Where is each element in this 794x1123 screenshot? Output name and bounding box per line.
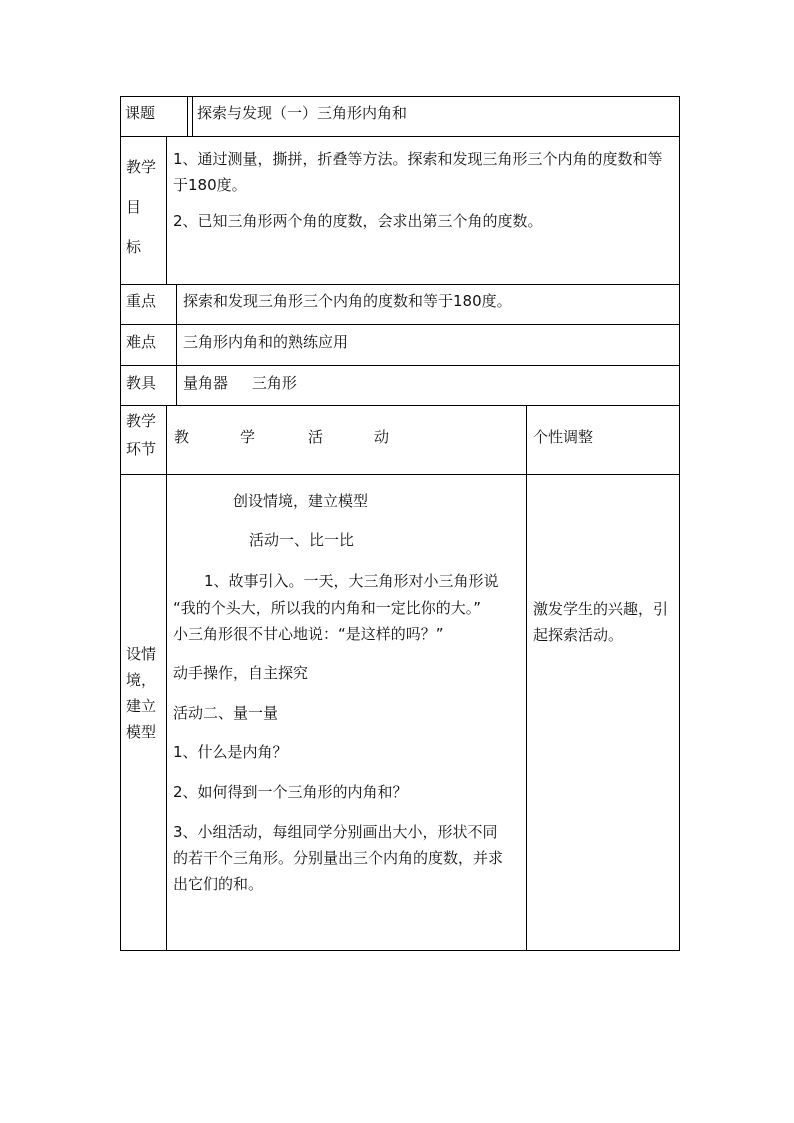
question-1: 1、什么是内角？	[173, 743, 288, 761]
table-divider	[166, 136, 167, 284]
table-divider	[120, 284, 680, 285]
table-divider	[120, 324, 680, 325]
table-border-right	[679, 96, 680, 951]
table-border-left	[120, 96, 121, 951]
table-border-bottom	[120, 950, 680, 951]
story-line-1: 1、故事引入。一天，大三角形对小三角形说	[204, 572, 499, 590]
difficulty-label: 难点	[126, 333, 157, 351]
hands-on-text: 动手操作，自主探究	[173, 664, 309, 682]
title-label: 课题	[125, 104, 156, 122]
goal-item-1: 1、通过测量，撕拼，折叠等方法。探索和发现三角形三个内角的度数和等于180度。	[173, 150, 663, 194]
tools-label: 教具	[126, 374, 157, 392]
difficulty: 三角形内角和的熟练应用	[183, 333, 349, 351]
table-divider	[192, 96, 193, 136]
table-divider	[120, 365, 680, 366]
table-divider	[120, 474, 680, 475]
question-3-line2: 的若干个三角形。分别量出三个内角的度数，并求	[173, 849, 504, 867]
activity-header-char: 活	[308, 428, 324, 446]
table-divider	[187, 96, 188, 136]
activity2-title: 活动二、量一量	[173, 704, 279, 722]
goals-label-line3: 标	[126, 238, 142, 256]
section-stage-line2: 境，	[126, 671, 157, 689]
stage-label-line2: 环节	[126, 440, 157, 458]
section-stage-line3: 建立	[126, 697, 157, 715]
adjust-note-line1: 激发学生的兴趣，引	[533, 600, 669, 618]
key-point: 探索和发现三角形三个内角的度数和等于180度。	[183, 292, 512, 310]
section-stage-line4: 模型	[126, 723, 157, 741]
goals-label-line1: 教学	[126, 158, 157, 176]
stage-label-line1: 教学	[126, 412, 157, 430]
goals-label-line2: 目	[126, 198, 142, 216]
key-label: 重点	[126, 292, 157, 310]
goal-item-2: 2、已知三角形两个角的度数，会求出第三个角的度数。	[173, 212, 543, 230]
table-divider	[176, 324, 177, 406]
table-divider	[120, 405, 680, 406]
activity1-title: 活动一、比一比	[249, 531, 355, 549]
section-heading: 创设情境，建立模型	[233, 492, 369, 510]
question-3-line3: 出它们的和。	[173, 875, 264, 893]
tools: 量角器 三角形	[183, 374, 297, 392]
table-divider	[526, 405, 527, 951]
section-stage-line1: 设情	[126, 645, 157, 663]
adjust-header: 个性调整	[533, 428, 594, 446]
story-line-3: 小三角形很不甘心地说：“是这样的吗？”	[173, 625, 444, 643]
adjust-note-line2: 起探索活动。	[533, 626, 624, 644]
table-border-top	[120, 96, 680, 97]
table-divider	[166, 405, 167, 951]
table-divider	[120, 136, 680, 137]
story-line-2: “我的个头大，所以我的内角和一定比你的大。”	[173, 599, 482, 617]
question-2: 2、如何得到一个三角形的内角和？	[173, 783, 408, 801]
question-3-line1: 3、小组活动，每组同学分别画出大小，形状不同	[173, 823, 498, 841]
table-divider	[176, 284, 177, 324]
activity-header-char: 教	[174, 428, 190, 446]
activity-header-char: 动	[374, 428, 390, 446]
lesson-title: 探索与发现（一）三角形内角和	[197, 104, 408, 122]
activity-header-char: 学	[240, 428, 256, 446]
